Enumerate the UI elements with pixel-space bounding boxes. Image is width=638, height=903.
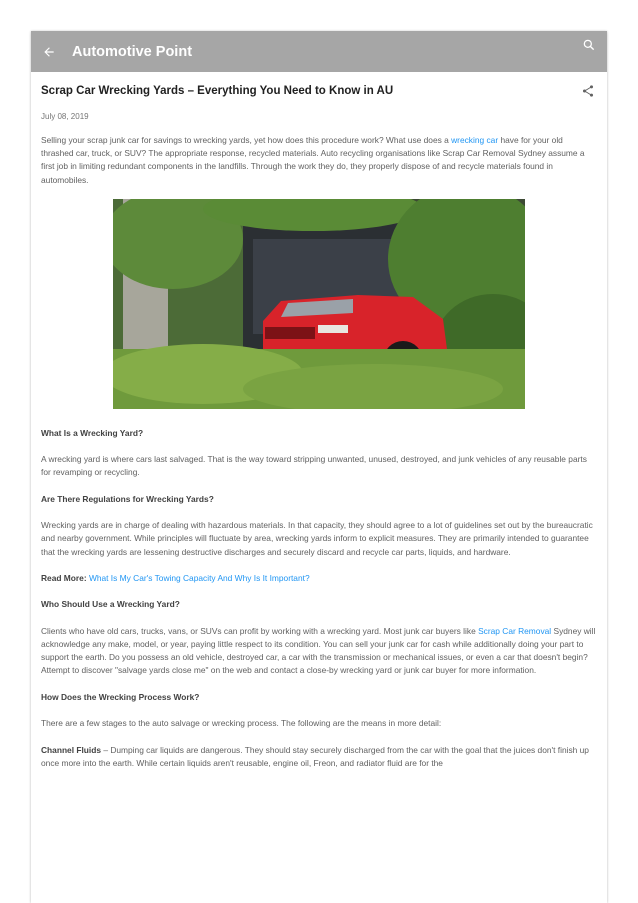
paragraph-who-should-use xyxy=(41,625,597,678)
read-more-label: Read More: xyxy=(41,572,87,583)
share-icon[interactable] xyxy=(581,84,595,98)
channel-fluids-text: – Dumping car liquids are dangerous. They should stay securely discharged from the car with the goal that the juices don't finish up once more into the earth. While certain liquids aren't reusable, engine oil, Freon, and radiator fluid are for the xyxy=(41,744,589,768)
intro-text-2: have for your old thrashed car, truck, or SUV? The appropriate response, recycled materials. Auto recycling organisations like Scrap Car Removal Sydney assume a first job in limiting redundant components in the landfills. Through the work they do, they properly dispose of and recycle materials found in automobiles. xyxy=(41,135,585,185)
app-title[interactable]: Automotive Point xyxy=(72,43,193,60)
car-image xyxy=(113,199,525,409)
channel-fluids-label: Channel Fluids xyxy=(41,744,102,755)
post-content xyxy=(31,84,607,770)
paragraph-wrecking-yard: A wrecking yard is where cars last salvaged. That is the way toward stripping unwanted, unused, destroyed, and junk vehicles of any reusable parts for revamping or recycling. xyxy=(41,454,587,478)
intro-paragraph xyxy=(41,134,597,187)
wrecking-car-link[interactable]: wrecking car xyxy=(451,135,499,145)
post-header xyxy=(41,84,597,98)
who-text-2: Sydney will acknowledge any make, model, or year, paying little respect to its condition. You can sell your junk car for cash while additionally doing your part to support the earth. Do you possess an old vehicle, destroyed car, a car with the transmission or mechanical issues, or even a car that doesn't begin? Attempt to discover "salvage yards close me" on the web and contact a close-by wrecking yard or junk car buyer for more information. xyxy=(41,625,596,676)
who-text-1: Clients who have old cars, trucks, vans, or SUVs can profit by working with a wrecking yard. Most junk car buyers like xyxy=(41,625,479,636)
app-bar xyxy=(31,31,607,72)
search-icon[interactable] xyxy=(582,38,596,52)
heading-regulations: Are There Regulations for Wrecking Yards? xyxy=(41,493,214,504)
paragraph-channel-fluids xyxy=(41,744,597,770)
towing-capacity-link[interactable]: What Is My Car's Towing Capacity And Why Is It Important? xyxy=(88,572,310,583)
post-title: Scrap Car Wrecking Yards – Everything You Need to Know in AU xyxy=(41,85,394,97)
car-illustration xyxy=(113,199,525,409)
heading-who-should-use: Who Should Use a Wrecking Yard? xyxy=(41,599,180,610)
post-card xyxy=(31,31,607,903)
arrow-left-icon[interactable] xyxy=(42,45,56,59)
heading-wrecking-yard: What Is a Wrecking Yard? xyxy=(41,427,144,438)
paragraph-process: There are a few stages to the auto salvage or wrecking process. The following are the means in more detail: xyxy=(41,718,442,729)
paragraph-regulations: Wrecking yards are in charge of dealing with hazardous materials. In that capacity, they should agree to a lot of guidelines set out by the bureaucratic and nearby government. While principles will fluctuate by area, wrecking yards inform to explicit measures. They are primarily intended to guarantee that the wrecking yards are lessening destructive discharges and securely discard and recycle car parts, liquids, and hardware. xyxy=(41,520,593,557)
post-date: July 08, 2019 xyxy=(41,112,89,121)
heading-process: How Does the Wrecking Process Work? xyxy=(41,691,200,702)
read-more xyxy=(41,572,597,585)
scrap-car-removal-link[interactable]: Scrap Car Removal xyxy=(478,625,552,636)
intro-text-1: Selling your scrap junk car for savings to wrecking yards, yet how does this procedure work? What use does a xyxy=(41,135,452,145)
